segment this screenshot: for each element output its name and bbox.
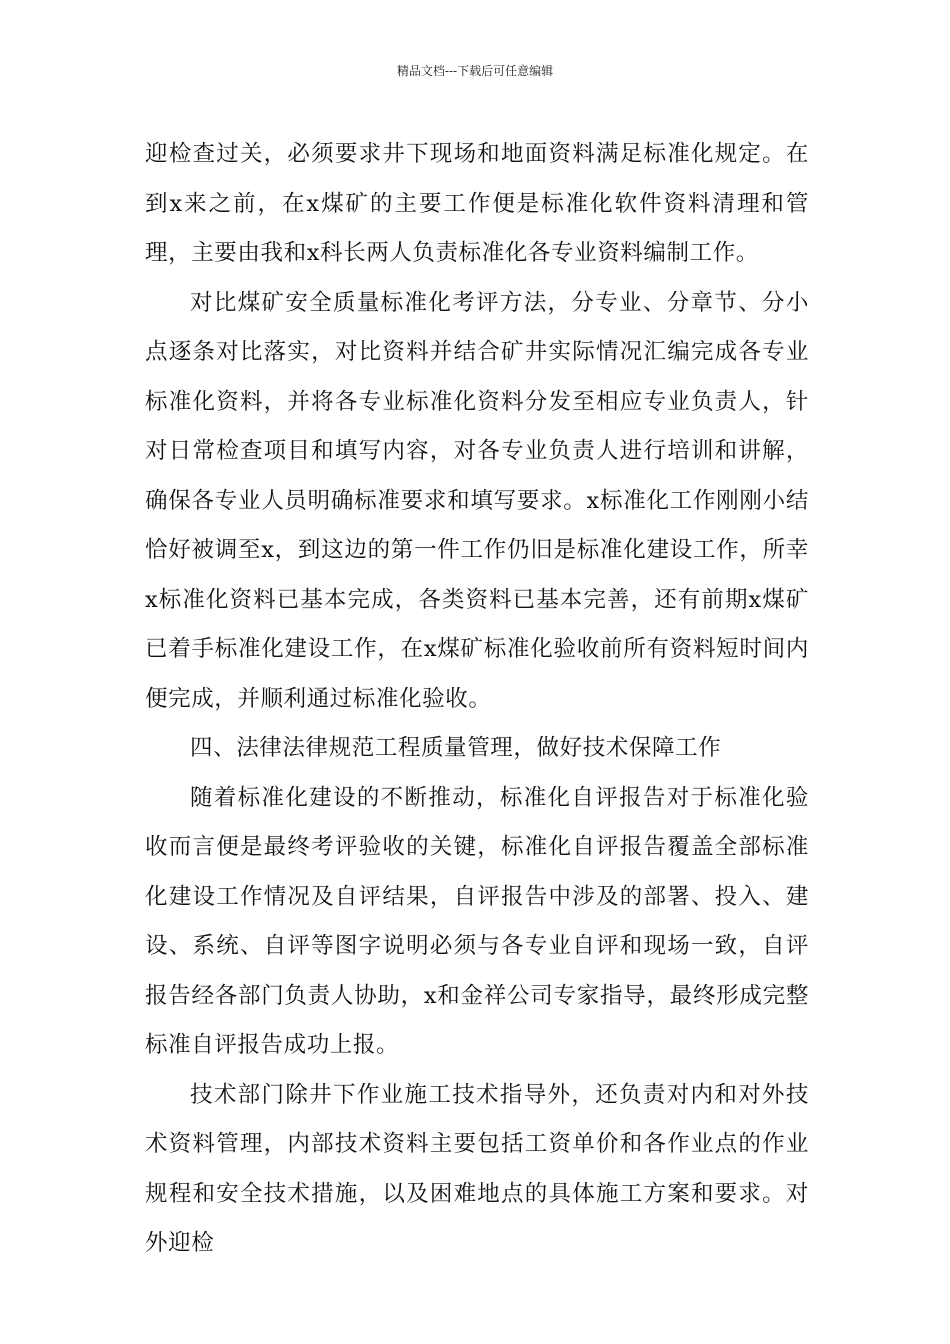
document-body: [145, 130, 809, 1269]
paragraph-technical-department: 技术部门除井下作业施工技术指导外，还负责对内和对外技术资料管理，内部技术资料主要包括工资单价和各作业点的作业规程和安全技术措施，以及困难地点的具体施工方案和要求。对外迎检: [145, 1081, 809, 1256]
paragraph-self-evaluation-report: 随着标准化建设的不断推动，标准化自评报告对于标准化验收而言便是最终考评验收的关键，标准化自评报告覆盖全部标准化建设工作情况及自评结果，自评报告中涉及的部署、投入、建设、系统、自评等图字说明必须与各专业自评和现场一致，自评报告经各部门负责人协助，x和金祥公司专家指导，最终形成完整标准自评报告成功上报。: [145, 784, 809, 1058]
page-header: 精品文档---下载后可任意编辑: [396, 64, 554, 78]
section-heading-quality-management: 四、法律法律规范工程质量管理，做好技术保障工作: [190, 735, 722, 761]
paragraph-standardization-comparison: 对比煤矿安全质量标准化考评方法，分专业、分章节、分小点逐条对比落实，对比资料并结合矿井实际情况汇编完成各专业标准化资料，并将各专业标准化资料分发至相应专业负责人，针对日常检查项目和填写内容，对各专业负责人进行培训和讲解，确保各专业人员明确标准要求和填写要求。x标准化工作刚刚小结恰好被调至x，到这边的第一件工作仍旧是标准化建设工作，所幸x标准化资料已基本完成，各类资料已基本完善，还有前期x煤矿已着手标准化建设工作，在x煤矿标准化验收前所有资料短时间内便完成，并顺利通过标准化验收。: [145, 289, 809, 712]
paragraph-continuation: 迎检查过关，必须要求井下现场和地面资料满足标准化规定。在到x来之前，在x煤矿的主要工作便是标准化软件资料清理和管理，主要由我和x科长两人负责标准化各专业资料编制工作。: [145, 141, 809, 266]
